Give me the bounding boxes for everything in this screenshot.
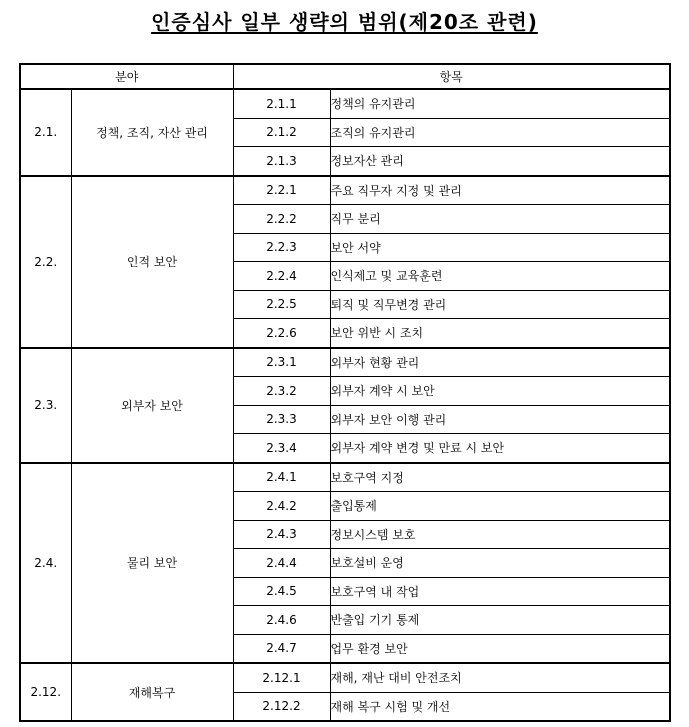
group-name: 외부자 보안 (71, 348, 233, 463)
item-code: 2.1.3 (233, 147, 330, 176)
item-code: 2.12.2 (233, 692, 330, 721)
item-code: 2.4.4 (233, 549, 330, 578)
item-code: 2.4.2 (233, 492, 330, 521)
group-number: 2.1. (20, 89, 71, 176)
group-number: 2.12. (20, 663, 71, 721)
item-name: 재해 복구 시험 및 개선 (330, 692, 670, 721)
item-name: 출입통제 (330, 492, 670, 521)
item-name: 정보시스템 보호 (330, 520, 670, 549)
item-name: 주요 직무자 지정 및 관리 (330, 176, 670, 205)
item-name: 재해, 재난 대비 안전조치 (330, 663, 670, 692)
item-name: 직무 분리 (330, 205, 670, 234)
item-name: 보안 서약 (330, 233, 670, 262)
group-number: 2.3. (20, 348, 71, 463)
item-name: 정보자산 관리 (330, 147, 670, 176)
item-code: 2.4.5 (233, 577, 330, 606)
group-name: 물리 보안 (71, 463, 233, 664)
item-code: 2.4.7 (233, 634, 330, 663)
scope-table (19, 63, 671, 722)
page-title-text: 인증심사 일부 생략의 범위(제20조 관련) (151, 10, 538, 34)
item-code: 2.2.5 (233, 290, 330, 319)
item-name: 외부자 계약 변경 및 만료 시 보안 (330, 434, 670, 463)
header-item: 항목 (233, 64, 670, 89)
item-code: 2.3.2 (233, 377, 330, 406)
page-title (0, 6, 689, 35)
group-name: 인적 보안 (71, 176, 233, 348)
item-code: 2.3.4 (233, 434, 330, 463)
group-name: 정책, 조직, 자산 관리 (71, 89, 233, 176)
item-code: 2.2.3 (233, 233, 330, 262)
item-code: 2.4.6 (233, 606, 330, 635)
table-row (20, 348, 670, 377)
item-name: 퇴직 및 직무변경 관리 (330, 290, 670, 319)
table-row (20, 663, 670, 692)
item-name: 조직의 유지관리 (330, 118, 670, 147)
item-name: 보호구역 지정 (330, 463, 670, 492)
item-name: 인식제고 및 교육훈련 (330, 262, 670, 291)
item-code: 2.3.3 (233, 405, 330, 434)
item-code: 2.2.1 (233, 176, 330, 205)
item-name: 반출입 기기 통제 (330, 606, 670, 635)
item-name: 외부자 현황 관리 (330, 348, 670, 377)
item-code: 2.4.1 (233, 463, 330, 492)
item-code: 2.3.1 (233, 348, 330, 377)
group-name: 재해복구 (71, 663, 233, 721)
table-row (20, 89, 670, 118)
table-header-row (20, 64, 670, 89)
group-number: 2.4. (20, 463, 71, 664)
item-code: 2.1.2 (233, 118, 330, 147)
item-code: 2.1.1 (233, 89, 330, 118)
header-area: 분야 (20, 64, 233, 89)
item-name: 보안 위반 시 조치 (330, 319, 670, 348)
table-row (20, 463, 670, 492)
item-name: 외부자 보안 이행 관리 (330, 405, 670, 434)
item-name: 보호설비 운영 (330, 549, 670, 578)
item-code: 2.12.1 (233, 663, 330, 692)
item-code: 2.2.6 (233, 319, 330, 348)
item-code: 2.2.4 (233, 262, 330, 291)
item-name: 보호구역 내 작업 (330, 577, 670, 606)
item-name: 정책의 유지관리 (330, 89, 670, 118)
item-code: 2.4.3 (233, 520, 330, 549)
item-code: 2.2.2 (233, 205, 330, 234)
item-name: 외부자 계약 시 보안 (330, 377, 670, 406)
group-number: 2.2. (20, 176, 71, 348)
item-name: 업무 환경 보안 (330, 634, 670, 663)
table-body (20, 89, 670, 721)
table-row (20, 176, 670, 205)
